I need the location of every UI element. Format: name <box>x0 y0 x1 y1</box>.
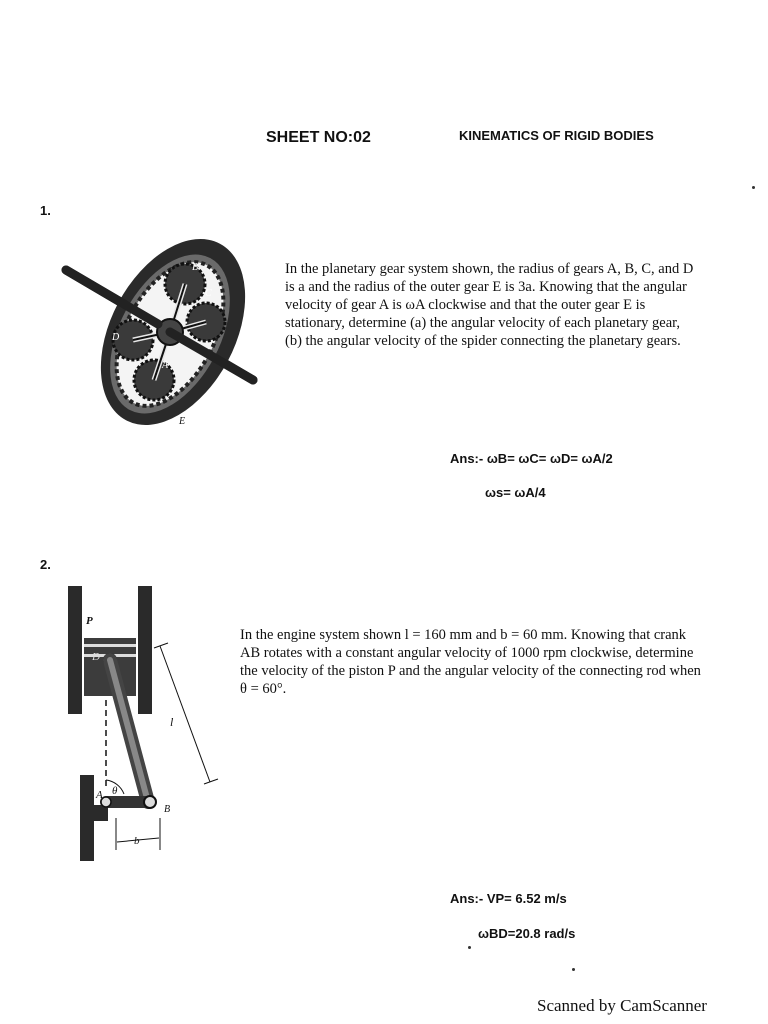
question-2-line: θ = 60°. <box>240 681 287 697</box>
question-1-line: is a and the radius of the outer gear E is 3a. Knowing that the angular <box>285 279 687 295</box>
scanner-watermark: Scanned by CamScanner <box>537 996 707 1015</box>
gear-label-a: A <box>162 360 169 371</box>
engine-label-d: D <box>92 651 100 663</box>
question-2-answer-1: Ans:- VP= 6.52 m/s <box>450 891 567 906</box>
question-1-answer-2: ωs= ωA/4 <box>485 485 546 500</box>
question-1-line: velocity of gear A is ωA clockwise and that the outer gear E is <box>285 297 646 313</box>
engine-crank-figure <box>62 580 232 865</box>
question-2-text <box>240 626 768 698</box>
engine-label-p: P <box>86 615 93 627</box>
engine-label-l: l <box>170 715 174 729</box>
scan-speck <box>468 946 471 949</box>
question-1-number: 1. <box>40 203 51 218</box>
gear-label-d: D <box>112 332 120 343</box>
scan-speck <box>572 968 575 971</box>
question-2-line: the velocity of the piston P and the angular velocity of the connecting rod when <box>240 663 701 679</box>
question-1-text <box>285 260 731 350</box>
question-2-line: AB rotates with a constant angular velocity of 1000 rpm clockwise, determine <box>240 645 694 661</box>
engine-label-theta: θ <box>112 785 118 797</box>
engine-label-b-dimension: b <box>134 835 140 847</box>
scan-speck <box>752 186 755 189</box>
gear-label-e: E <box>179 416 186 427</box>
gear-label-c: C <box>205 288 212 299</box>
question-1-line: (b) the angular velocity of the spider connecting the planetary gears. <box>285 333 681 349</box>
engine-label-b-point: B <box>164 804 171 815</box>
question-2-line: In the engine system shown l = 160 mm and b = 60 mm. Knowing that crank <box>240 627 687 643</box>
question-1-line: In the planetary gear system shown, the radius of gears A, B, C, and D <box>285 261 694 277</box>
question-1-line: stationary, determine (a) the angular velocity of each planetary gear, <box>285 315 681 331</box>
question-2-answer-2: ωBD=20.8 rad/s <box>478 926 576 941</box>
question-1-answer-1: Ans:- ωB= ωC= ωD= ωA/2 <box>450 451 613 466</box>
sheet-topic: KINEMATICS OF RIGID BODIES <box>459 128 654 143</box>
question-2-number: 2. <box>40 557 51 572</box>
sheet-title: SHEET NO:02 <box>266 129 371 146</box>
engine-label-a: A <box>96 789 103 801</box>
gear-label-b: B <box>192 262 199 273</box>
planetary-gear-figure <box>58 222 263 434</box>
